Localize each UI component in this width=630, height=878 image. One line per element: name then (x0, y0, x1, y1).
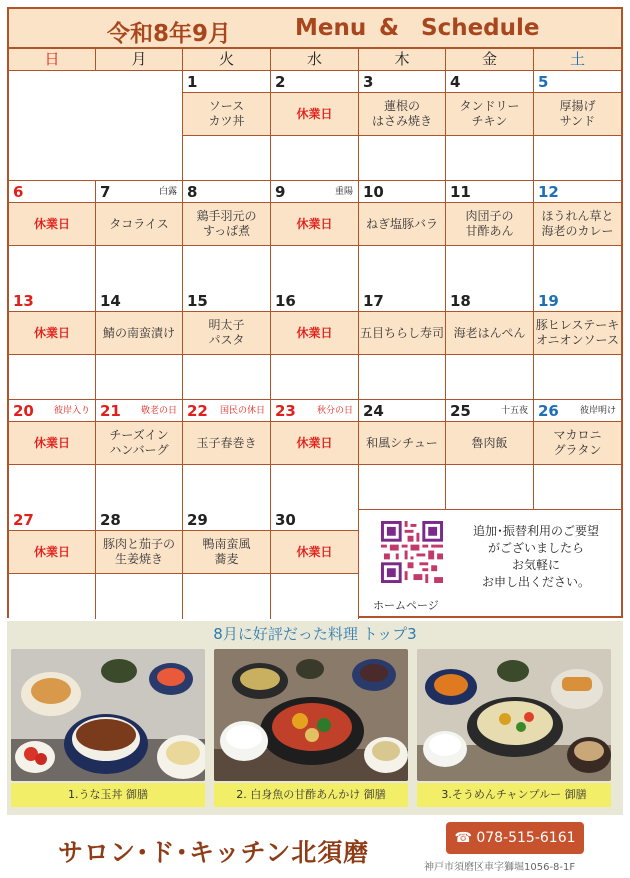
day-number: 20 (13, 402, 34, 420)
daily-menu: 豚ヒレステーキ オニオンソース (534, 312, 621, 355)
daily-menu: チーズイン ハンバーグ (96, 422, 182, 465)
daily-menu: タンドリー チキン (446, 93, 533, 136)
weekday-header: 木 (359, 49, 446, 71)
day-header (96, 400, 182, 422)
day-number: 8 (187, 183, 198, 201)
dish-photo-1 (11, 649, 205, 781)
day-number: 23 (275, 402, 296, 420)
day-header (359, 400, 445, 422)
day-cell (271, 400, 359, 510)
day-number: 4 (450, 73, 461, 91)
day-cell (446, 71, 534, 181)
day-header (359, 181, 445, 203)
calendar-title-schedule: Schedule (421, 15, 540, 41)
day-cell (446, 400, 534, 510)
day-cell (96, 509, 183, 619)
dish-photo-3 (417, 649, 611, 781)
day-header (183, 509, 270, 531)
day-cell (96, 400, 183, 510)
empty-day-cell (9, 71, 183, 181)
day-header (96, 290, 182, 312)
day-cell (446, 290, 534, 400)
day-header (183, 71, 270, 93)
day-header (96, 509, 182, 531)
daily-menu: 鯖の南蛮漬け (96, 312, 182, 355)
day-number: 9 (275, 183, 286, 201)
daily-menu: 肉団子の 甘酢あん (446, 203, 533, 246)
day-cell (9, 400, 96, 510)
daily-menu: ねぎ塩豚バラ (359, 203, 445, 246)
day-header (183, 290, 270, 312)
daily-menu: 魯肉飯 (446, 422, 533, 465)
day-number: 14 (100, 292, 121, 310)
daily-menu: 玉子春巻き (183, 422, 270, 465)
day-cell (96, 290, 183, 400)
day-number: 26 (538, 402, 559, 420)
day-number: 22 (187, 402, 208, 420)
daily-menu: ソース カツ丼 (183, 93, 270, 136)
day-observance: 白露 (158, 187, 177, 197)
daily-menu: 明太子 パスタ (183, 312, 270, 355)
day-cell (359, 181, 446, 291)
daily-menu: 和風シチュー (359, 422, 445, 465)
day-cell (96, 181, 183, 291)
qr-label: ホームページ (373, 599, 439, 612)
daily-menu: タコライス (96, 203, 182, 246)
day-number: 12 (538, 183, 559, 201)
closed-day-label: 休業日 (271, 312, 358, 355)
day-cell (183, 290, 271, 400)
daily-menu: 海老はんぺん (446, 312, 533, 355)
day-header (96, 181, 182, 203)
weekday-header: 水 (271, 49, 359, 71)
day-cell (9, 290, 96, 400)
closed-day-label: 休業日 (9, 422, 95, 465)
daily-menu: 蓮根の はさみ焼き (359, 93, 445, 136)
closed-day-label: 休業日 (271, 93, 358, 136)
day-header (534, 71, 621, 93)
restaurant-name: サロン･ド･キッチン北須磨 (58, 838, 370, 867)
daily-menu: マカロニ グラタン (534, 422, 621, 465)
daily-menu: 鴨南蛮風 蕎麦 (183, 531, 270, 574)
day-header (359, 290, 445, 312)
day-header (446, 400, 533, 422)
qr-code[interactable] (381, 521, 443, 583)
daily-menu: 豚肉と茄子の 生姜焼き (96, 531, 182, 574)
calendar-title-menu: Menu (295, 15, 367, 41)
day-observance: 秋分の日 (316, 406, 353, 416)
address: 神戸市須磨区車字獅堀1056-8-1F (424, 862, 576, 873)
day-number: 17 (363, 292, 384, 310)
day-number: 29 (187, 511, 208, 529)
day-cell (271, 181, 359, 291)
day-cell (534, 181, 621, 291)
daily-menu: 五目ちらし寿司 (359, 312, 445, 355)
day-cell (359, 71, 446, 181)
day-cell (9, 509, 96, 619)
day-cell (183, 181, 271, 291)
day-cell (446, 181, 534, 291)
phone-icon: ☎ (454, 830, 477, 846)
day-cell (183, 509, 271, 619)
day-header (446, 71, 533, 93)
phone-number: 078-515-6161 (476, 830, 576, 846)
closed-day-label: 休業日 (271, 531, 358, 574)
day-number: 3 (363, 73, 374, 91)
day-number: 25 (450, 402, 471, 420)
day-cell (183, 400, 271, 510)
day-header (359, 71, 445, 93)
day-header (271, 181, 358, 203)
closed-day-label: 休業日 (271, 422, 358, 465)
day-number: 16 (275, 292, 296, 310)
day-header (271, 71, 358, 93)
day-header (534, 400, 621, 422)
weekday-header: 金 (446, 49, 534, 71)
day-cell (359, 290, 446, 400)
day-cell (9, 181, 96, 291)
info-panel (359, 509, 621, 616)
day-cell (359, 400, 446, 510)
weekday-header: 月 (96, 49, 183, 71)
calendar-title-amp: & (379, 15, 400, 41)
day-header (446, 181, 533, 203)
top3-title: 8月に好評だった料理 トップ3 (213, 625, 417, 643)
calendar-title-bar (9, 9, 621, 49)
day-observance: 国民の休日 (219, 406, 265, 416)
day-number: 30 (275, 511, 296, 529)
calendar (7, 7, 623, 618)
day-cell (534, 71, 621, 181)
day-header (183, 400, 270, 422)
closed-day-label: 休業日 (9, 531, 95, 574)
day-number: 1 (187, 73, 198, 91)
day-observance: 十五夜 (500, 406, 528, 416)
dish-photo-2 (214, 649, 408, 781)
day-cell (271, 509, 359, 619)
day-header (9, 290, 95, 312)
weekday-header: 日 (9, 49, 96, 71)
day-number: 13 (13, 292, 34, 310)
dish-label-2: 2. 白身魚の甘酢あんかけ 御膳 (214, 783, 408, 807)
day-header (9, 181, 95, 203)
daily-menu: 鶏手羽元の すっぱ煮 (183, 203, 270, 246)
day-number: 2 (275, 73, 286, 91)
dish-label-3: 3.そうめんチャンプルー 御膳 (417, 783, 611, 807)
day-header (183, 181, 270, 203)
closed-day-label: 休業日 (9, 203, 95, 246)
top3-item-2 (214, 649, 408, 809)
day-number: 7 (100, 183, 111, 201)
day-header (271, 509, 358, 531)
closed-day-label: 休業日 (9, 312, 95, 355)
day-cell (183, 71, 271, 181)
day-number: 21 (100, 402, 121, 420)
phone-button[interactable] (446, 822, 584, 854)
day-number: 18 (450, 292, 471, 310)
day-header (9, 400, 95, 422)
day-header (534, 290, 621, 312)
day-observance: 敬老の日 (140, 406, 177, 416)
day-number: 11 (450, 183, 471, 201)
day-header (271, 290, 358, 312)
day-cell (534, 290, 621, 400)
closed-day-label: 休業日 (271, 203, 358, 246)
day-number: 28 (100, 511, 121, 529)
day-cell (534, 400, 621, 510)
day-header (271, 400, 358, 422)
day-header (534, 181, 621, 203)
request-note: 追加･振替利用のご要望 がございましたら お気軽に お申し出ください。 (472, 524, 599, 589)
day-number: 19 (538, 292, 559, 310)
calendar-title-month: 令和8年9月 (107, 21, 232, 47)
dish-label-1: 1.うな玉丼 御膳 (11, 783, 205, 807)
day-observance: 彼岸明け (579, 406, 616, 416)
day-header (9, 509, 95, 531)
day-header (446, 290, 533, 312)
day-observance: 彼岸入り (53, 406, 90, 416)
day-cell (271, 71, 359, 181)
day-number: 6 (13, 183, 24, 201)
day-cell (271, 290, 359, 400)
top3-item-1 (11, 649, 205, 809)
day-number: 15 (187, 292, 208, 310)
day-number: 27 (13, 511, 34, 529)
daily-menu: ほうれん草と 海老のカレー (534, 203, 621, 246)
top3-section (7, 621, 623, 815)
daily-menu: 厚揚げ サンド (534, 93, 621, 136)
top3-item-3 (417, 649, 611, 809)
day-observance: 重陽 (334, 187, 353, 197)
day-number: 10 (363, 183, 384, 201)
weekday-header: 土 (534, 49, 621, 71)
day-number: 24 (363, 402, 384, 420)
weekday-header: 火 (183, 49, 271, 71)
day-number: 5 (538, 73, 549, 91)
